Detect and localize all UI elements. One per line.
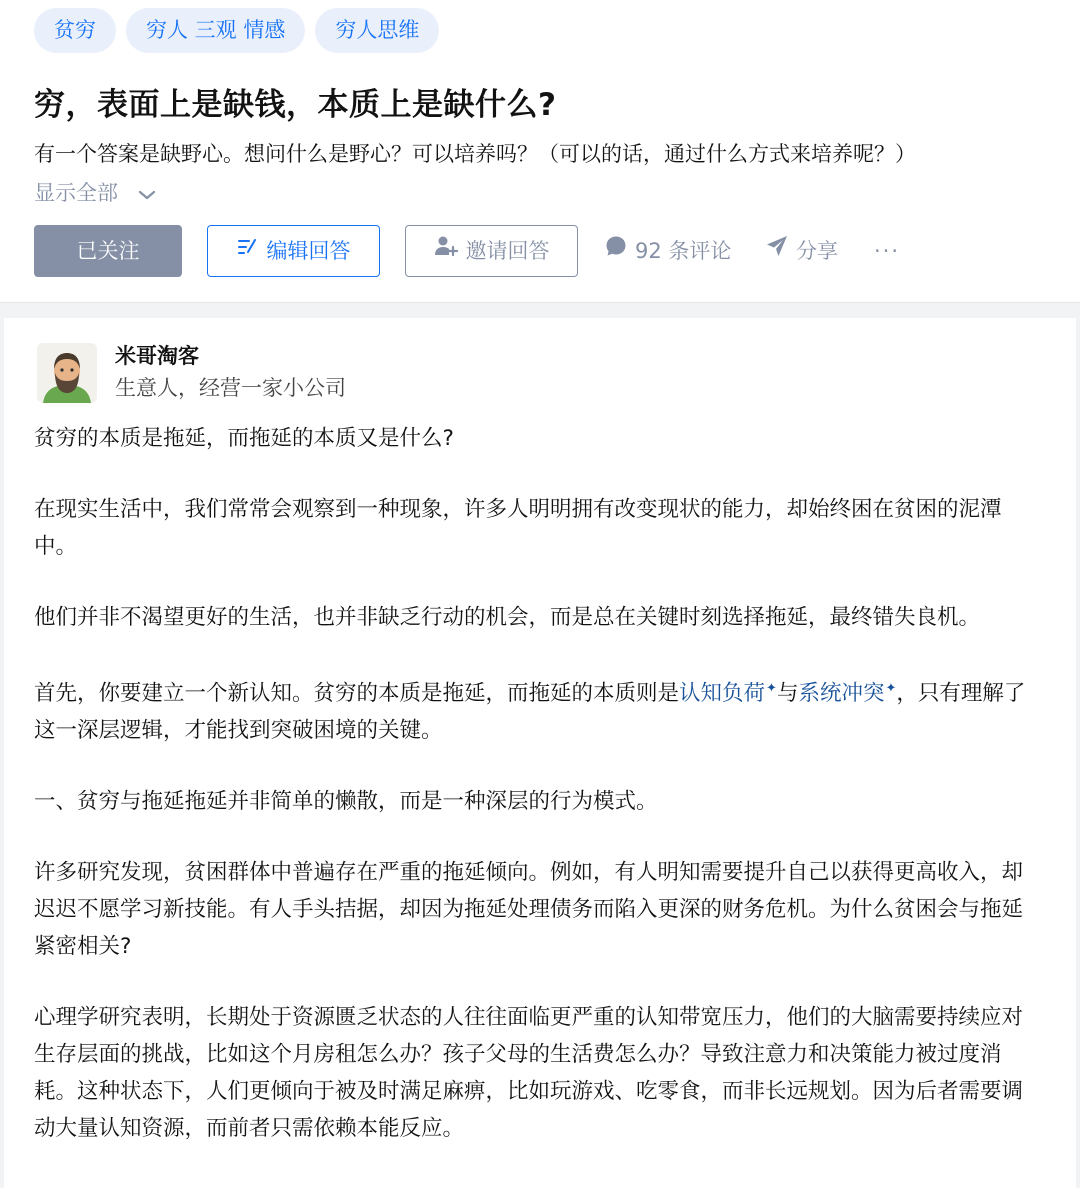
edit-answer-label: 编辑回答 [266, 239, 351, 263]
link-spark-icon: ✦ [766, 681, 777, 696]
question-header [0, 0, 1080, 303]
avatar[interactable] [37, 343, 97, 403]
author-bio: 生意人，经营一家小公司 [115, 376, 346, 400]
keyword-link-label: 认知负荷 [679, 681, 766, 707]
author-name[interactable]: 米哥淘客 [115, 344, 199, 368]
paragraph-text: 首先，你要建立一个新认知。贫穷的本质是拖延，而拖延的本质则是 [34, 681, 680, 707]
answer-paragraph [34, 670, 1044, 749]
edit-icon [237, 225, 259, 275]
link-spark-icon: ✦ [885, 681, 897, 696]
follow-button[interactable] [34, 225, 182, 277]
answer-paragraph: 一、贫穷与拖延拖延并非简单的懒散，而是一种深层的行为模式。 [34, 789, 658, 815]
show-all-button[interactable] [34, 175, 157, 212]
invite-user-icon [434, 225, 458, 275]
answer-paragraph: 贫穷的本质是拖延，而拖延的本质又是什么? [34, 426, 454, 451]
answer-paragraph: 许多研究发现，贫困群体中普遍存在严重的拖延倾向。例如，有人明知需要提升自己以获得更高收入，却迟迟不愿学习新技能。有人手头拮据，却因为拖延处理债务而陷入更深的财务危机。为什么贫困会与拖延紧密相关? [34, 860, 1024, 960]
answer-content [34, 420, 1044, 1181]
comments-count: 92 条评论 [635, 239, 732, 263]
topic-tag[interactable]: 贫穷 [34, 8, 116, 53]
keyword-link-system-conflict[interactable] [798, 681, 896, 706]
keyword-link-cognitive-load[interactable] [679, 681, 777, 706]
invite-answer-label: 邀请回答 [465, 239, 550, 263]
topic-tag[interactable]: 穷人思维 [315, 8, 439, 53]
share-button[interactable] [766, 225, 838, 277]
share-icon [766, 224, 788, 276]
answer-paragraph: 在现实生活中，我们常常会观察到一种现象，许多人明明拥有改变现状的能力，却始终困在贫困的泥潭中。 [34, 497, 1002, 559]
question-actions [34, 225, 1064, 278]
paragraph-text: ，只有理解了这一深层逻辑，才能找到突破困境的关键。 [34, 681, 1026, 744]
question-detail: 有一个答案是缺野心。想问什么是野心？可以培养吗？（可以的话，通过什么方式来培养呢？） [34, 142, 916, 166]
share-label: 分享 [796, 239, 838, 263]
answer-card [4, 318, 1076, 1188]
question-title[interactable]: 穷，表面上是缺钱，本质上是缺什么? [34, 87, 557, 123]
chevron-down-icon [137, 176, 157, 212]
follow-label: 已关注 [76, 239, 140, 263]
answer-paragraph: 他们并非不渴望更好的生活，也并非缺乏行动的机会，而是总在关键时刻选择拖延，最终错失良机。 [34, 605, 981, 630]
show-all-label: 显示全部 [34, 181, 118, 205]
topic-list [34, 8, 439, 53]
paragraph-text: 与 [776, 681, 799, 707]
more-button[interactable]: ··· [874, 239, 901, 263]
comments-button[interactable] [605, 225, 731, 277]
comment-icon [605, 224, 627, 276]
answer-paragraph: 心理学研究表明，长期处于资源匮乏状态的人往往面临更严重的认知带宽压力，他们的大脑需要持续应对生存层面的挑战，比如这个月房租怎么办？孩子父母的生活费怎么办？导致注意力和决策能力被过度消耗。这种状态下，人们更倾向于被及时满足麻痹，比如玩游戏、吃零食，而非长远规划。因为后者需要调动大量认知资源，而前者只需依赖本能反应。 [34, 1005, 1024, 1142]
keyword-link-label: 系统冲突 [798, 681, 885, 707]
edit-answer-button[interactable] [207, 225, 380, 277]
invite-answer-button[interactable] [405, 225, 578, 277]
topic-tag[interactable]: 穷人 三观 情感 [126, 8, 305, 53]
